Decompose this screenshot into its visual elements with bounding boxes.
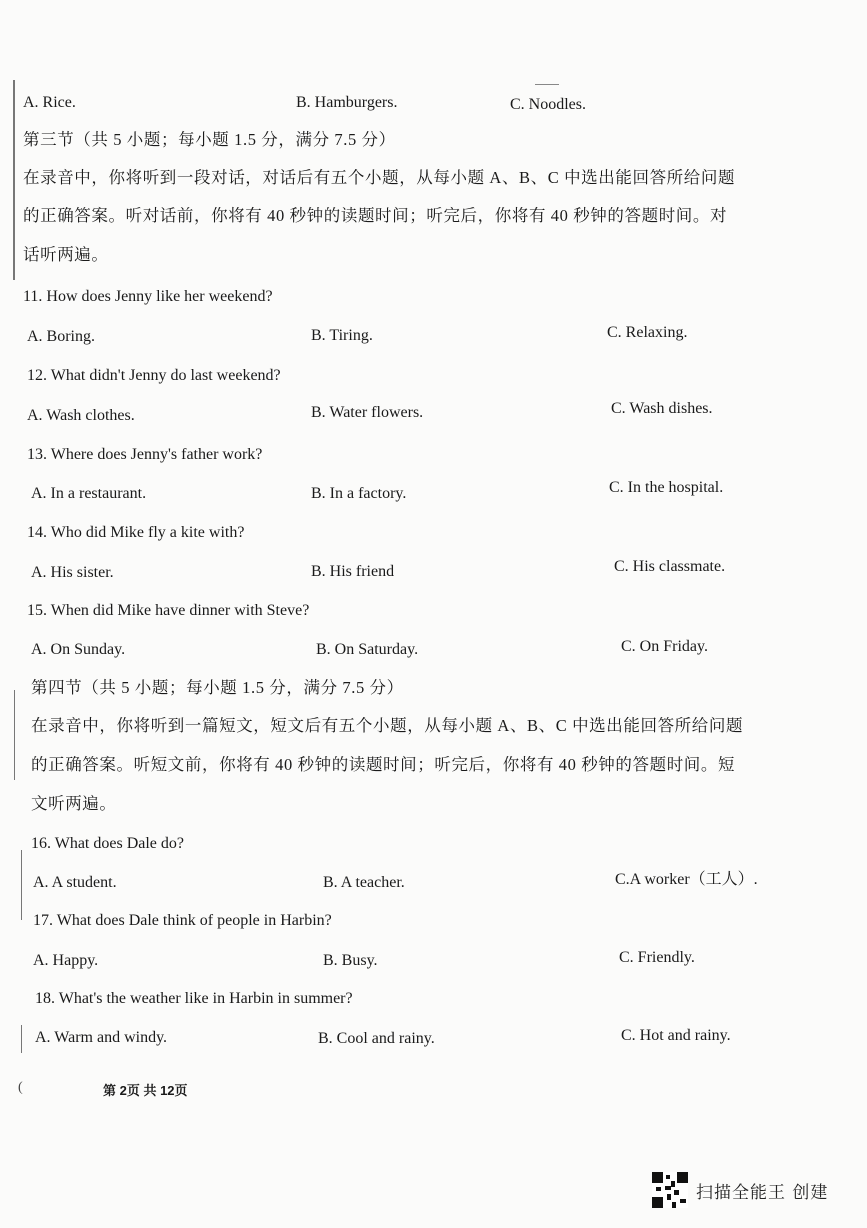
question-13-option-a: A. In a restaurant. (31, 485, 147, 502)
section3-instruction-line1: 在录音中，你将听到一段对话，对话后有五个小题，从每小题 A、B、C 中选出能回答所给问题 (23, 168, 736, 187)
question-17-option-c: C. Friendly. (619, 949, 695, 966)
question-16-option-a: A. A student. (33, 874, 117, 891)
question-13-option-c: C. In the hospital. (609, 479, 724, 496)
question-16-option-c: C.A worker（工人）. (615, 871, 758, 888)
question-11-option-a: A. Boring. (27, 328, 95, 345)
question-16: 16. What does Dale do? (31, 835, 184, 852)
question-18-option-b: B. Cool and rainy. (318, 1030, 435, 1047)
question-15-option-c: C. On Friday. (621, 638, 708, 655)
question-11: 11. How does Jenny like her weekend? (23, 288, 273, 305)
question-12: 12. What didn't Jenny do last weekend? (27, 367, 281, 384)
qr-code-icon (652, 1172, 688, 1208)
scanner-watermark (652, 1172, 828, 1208)
question-17: 17. What does Dale think of people in Harbin? (33, 912, 332, 929)
question-17-option-a: A. Happy. (33, 952, 99, 969)
scan-edge-line (14, 690, 15, 780)
question-18: 18. What's the weather like in Harbin in summer? (35, 990, 353, 1007)
question-16-option-b: B. A teacher. (323, 874, 405, 891)
question-15-option-b: B. On Saturday. (316, 641, 419, 658)
q10-option-c: C. Noodles. (510, 96, 586, 113)
page-number: 第 2页 共 12页 (103, 1083, 188, 1098)
q10-option-a: A. Rice. (23, 94, 76, 111)
section3-instruction-line2: 的正确答案。听对话前，你将有 40 秒钟的读题时间；听完后，你将有 40 秒钟的答题时间。对 (23, 206, 728, 225)
question-18-option-a: A. Warm and windy. (35, 1029, 168, 1046)
question-14-option-b: B. His friend (311, 563, 395, 580)
scan-edge-line (21, 1025, 22, 1053)
scan-edge-line (13, 80, 15, 280)
question-14-option-a: A. His sister. (31, 564, 114, 581)
section3-heading: 第三节（共 5 小题；每小题 1.5 分，满分 7.5 分） (23, 130, 396, 149)
section4-instruction-line1: 在录音中，你将听到一篇短文，短文后有五个小题，从每小题 A、B、C 中选出能回答所给问题 (31, 716, 744, 735)
question-11-option-c: C. Relaxing. (607, 324, 688, 341)
section3-instruction-line3: 话听两遍。 (23, 245, 109, 264)
question-11-option-b: B. Tiring. (311, 327, 373, 344)
section4-instruction-line3: 文听两遍。 (31, 794, 117, 813)
question-18-option-c: C. Hot and rainy. (621, 1027, 731, 1044)
scan-mark: ( (18, 1080, 23, 1095)
question-14-option-c: C. His classmate. (614, 558, 726, 575)
question-12-option-a: A. Wash clothes. (27, 407, 135, 424)
watermark-text: 扫描全能王 创建 (696, 1182, 829, 1203)
question-12-option-b: B. Water flowers. (311, 404, 424, 421)
question-14: 14. Who did Mike fly a kite with? (27, 524, 245, 541)
scan-edge-line (21, 850, 22, 920)
question-13: 13. Where does Jenny's father work? (27, 446, 263, 463)
question-15-option-a: A. On Sunday. (31, 641, 126, 658)
question-12-option-c: C. Wash dishes. (611, 400, 713, 417)
section4-instruction-line2: 的正确答案。听短文前，你将有 40 秒钟的读题时间；听完后，你将有 40 秒钟的答题时间。短 (31, 755, 736, 774)
q10-option-b: B. Hamburgers. (296, 94, 398, 111)
question-17-option-b: B. Busy. (323, 952, 378, 969)
question-13-option-b: B. In a factory. (311, 485, 407, 502)
question-15: 15. When did Mike have dinner with Steve? (27, 602, 310, 619)
section4-heading: 第四节（共 5 小题；每小题 1.5 分，满分 7.5 分） (31, 678, 404, 697)
scan-mark (535, 84, 559, 85)
